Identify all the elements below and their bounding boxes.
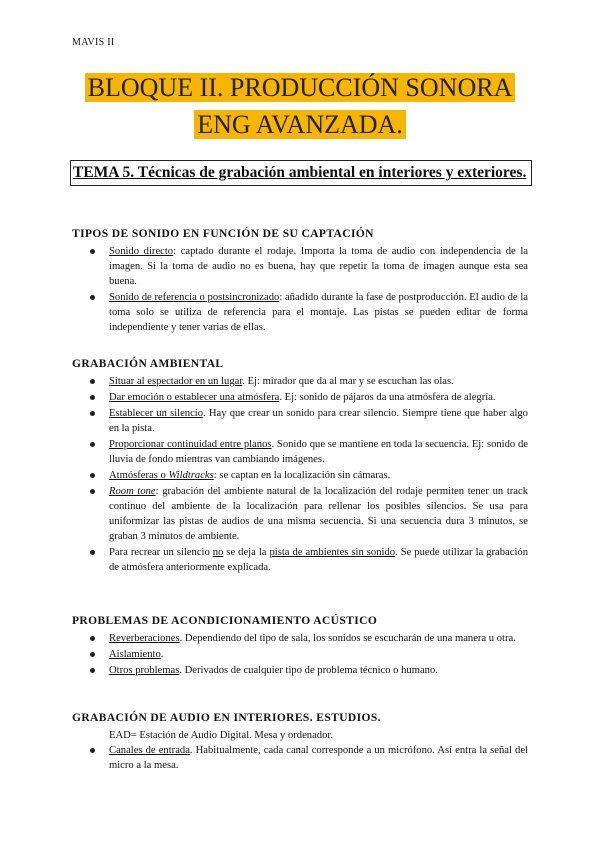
bullet-list: [72, 374, 528, 575]
list-item: Sonido directo: captado durante el rodaje. Importa la toma de audio con independencia de la imagen. Si la toma de audio no es buena, hay que repetir la toma de imagen aunque esta sea buena.: [109, 246, 528, 287]
list-item: Situar al espectador en un lugar. Ej: mirador que da al mar y se escuchan las olas.: [109, 374, 528, 389]
list-item: Room tone: grabación del ambiente natural de la localización del rodaje permiten tener un track continuo del ambiente de la localización para rellenar los posibles silencios. Se usa para uniformizar las pistas de audios de una misma secuencia. Si una secuencia dura 3 minutos, se graban 3 minutos de ambiente.: [109, 486, 528, 542]
list-item: Proporcionar continuidad entre planos. Sonido que se mantiene en toda la secuencia. Ej: sonido de lluvia de fondo mientras van cambiando imágenes.: [109, 439, 528, 465]
block-title-line-2: ENG AVANZADA.: [194, 110, 406, 139]
bullet-list: [72, 631, 528, 678]
section-heading: GRABACIÓN DE AUDIO EN INTERIORES. ESTUDIOS.: [72, 712, 381, 724]
list-item: Atmósferas o Wildtracks: se captan en la localización sin cámaras.: [109, 468, 528, 483]
list-item: Otros problemas. Derivados de cualquier tipo de problema técnico o humano.: [109, 663, 528, 678]
ead-definition: EAD= Estación de Audio Digital. Mesa y ordenador.: [109, 730, 333, 741]
bullet-list: [72, 743, 528, 773]
section-ambient-recording: [72, 356, 528, 576]
section-indoor-recording: [72, 710, 528, 774]
list-item: Para recrear un silencio no se deja la pista de ambientes sin sonido. Se puede utilizar la grabación de atmósfera anteriormente explicada.: [109, 547, 528, 573]
section-heading: TIPOS DE SONIDO EN FUNCIÓN DE SU CAPTACIÓN: [72, 228, 374, 240]
list-item: Canales de entrada. Habitualmente, cada canal corresponde a un micrófono. Así entra la señal del micro a la mesa.: [109, 745, 528, 771]
list-item: Establecer un silencio. Hay que crear un sonido para crear silencio. Siempre tiene que haber algo en la pista.: [109, 408, 528, 434]
list-item: Aislamiento.: [109, 647, 528, 662]
topic-title: TEMA 5. Técnicas de grabación ambiental en interiores y exteriores.: [73, 164, 527, 181]
list-item: Sonido de referencia o postsincronizado: añadido durante la fase de postproducción. El audio de la toma solo se utiliza de referencia para el montaje. Las pistas se pueden editar de forma independiente y tener varias de ellas.: [109, 292, 528, 333]
list-item: Reverberaciones. Dependiendo del tipo de sala, los sonidos se escucharán de una manera u otra.: [109, 631, 528, 646]
section-heading: PROBLEMAS DE ACONDICIONAMIENTO ACÚSTICO: [72, 615, 378, 627]
list-item: Dar emoción o establecer una atmósfera. Ej: sonido de pájaros da una atmósfera de alegría.: [109, 390, 528, 405]
block-title-banner: [60, 72, 540, 146]
block-title-line-1: BLOQUE II. PRODUCCIÓN SONORA: [85, 73, 516, 102]
running-header: MAVIS II: [72, 37, 115, 48]
bullet-list: [72, 244, 528, 335]
section-acoustic-problems: [72, 613, 528, 679]
section-sound-types: [72, 226, 528, 336]
topic-title-box: [70, 160, 532, 186]
section-heading: GRABACIÓN AMBIENTAL: [72, 358, 224, 370]
